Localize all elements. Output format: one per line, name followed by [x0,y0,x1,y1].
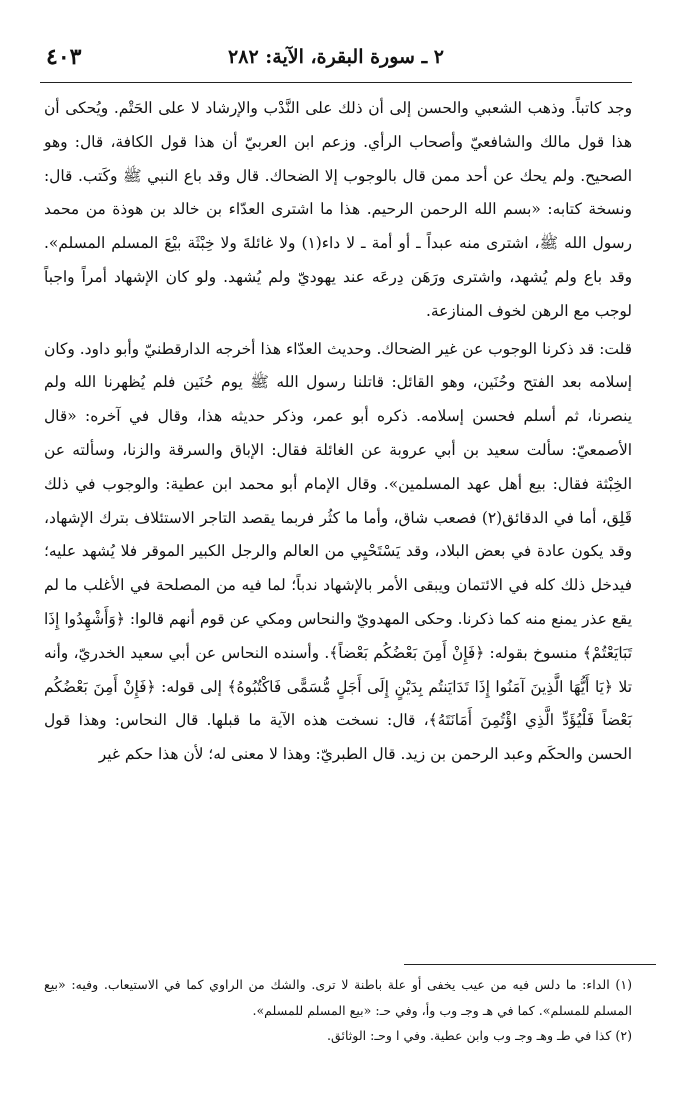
footnote-divider [404,964,656,965]
footnote-1: (١) الداء: ما دلس فيه من عيب يخفى أو علة باطنة لا ترى. والشك من الراوي كما في الاستيعاب. وفيه: «بيع المسلم للمسلم». كما في هـ وجـ وب وأ، وفي حـ: «بيع المسلم للمسلم». [44,977,632,1018]
footnote-2: (٢) كذا في طـ وهـ وجـ وب وابن عطية. وفي ا وحـ: الوثائق. [326,1028,632,1043]
paragraph-1: وجد كاتباً. وذهب الشعبي والحسن إلى أن ذلك على النَّدْب والإرشاد لا على الحَتْم. ويُحكى أن هذا قول مالك والشافعيّ وأصحاب الرأي. وزعم ابن العربيّ أن هذا قول الكافة، قال: وهو الصحيح. ولم يحك عن أحد ممن قال بالوجوب إلا الضحاك. قال وقد باع النبي ﷺ وكَتب. قال: ونسخة كتابه: «بسم الله الرحمن الرحيم. هذا ما اشترى العدّاء بن خالد بن هوذة من محمد رسول الله ﷺ، اشترى منه عبداً ـ أو أمة ـ لا داء(١) ولا غائلةَ ولا خِبْثَة بيْعَ المسلم المسلم». وقد باع ولم يُشهد، واشترى ورَهَن دِرعَه عند يهوديّ ولم يُشهد. ولو كان الإشهاد أمراً واجباً لوجب مع الرهن لخوف المنازعة. [44,99,632,320]
running-title: ٢ ـ سورة البقرة، الآية: ٢٨٢ [228,46,444,68]
page-number: ٤٠٣ [46,44,82,70]
footnotes [44,972,632,1049]
page-header [40,42,632,83]
main-text [44,92,632,772]
paragraph-2: قلت: قد ذكرنا الوجوب عن غير الضحاك. وحديث العدّاء هذا أخرجه الدارقطنيّ وأبو داود. وكان إسلامه بعد الفتح وحُنَين، وهو القائل: قاتلنا رسول الله ﷺ يوم حُنَين فلم يُظهرنا الله ولم ينصرنا، ثم أسلم فحسن إسلامه. ذكره أبو عمر، وذكر حديثه هذا، وقال في آخره: «قال الأصمعيّ: سألت سعيد بن أبي عروبة عن الغائلة فقال: الإباق والسرقة والزنا، وسألته عن الخِبْثة فقال: بيع أهل عهد المسلمين». وقال الإمام أبو محمد ابن عطية: والوجوب في ذلك قَلِق، أما في الدقائق(٢) فصعب شاق، وأما ما كثُر فربما يقصد التاجر الاستئلاف بترك الإشهاد، وقد يكون عادة في بعض البلاد، وقد يَسْتَحْيِي من العالم والرجل الكبير الموقر فلا يُشهد عليه؛ فيدخل ذلك كله في الائتمان ويبقى الأمر بالإشهاد ندباً؛ لما فيه من المصلحة في الأغلب ما لم يقع عذر يمنع منه كما ذكرنا. وحكى المهدويّ والنحاس ومكي عن قوم أنهم قالوا: ﴿وَأَشْهِدُوا إِذَا تَبَايَعْتُمْ﴾ منسوخ بقوله: ﴿فَإِنْ أَمِنَ بَعْضُكُم بَعْضاً﴾. وأسنده النحاس عن أبي سعيد الخدريّ، وأنه تلا ﴿يَا أَيُّهَا الَّذِينَ آمَنُوا إِذَا تَدَايَنتُم بِدَيْنٍ إِلَى أَجَلٍ مُّسَمًّى فَاكْتُبُوهُ﴾ إلى قوله: ﴿فَإِنْ أَمِنَ بَعْضُكُم بَعْضاً فَلْيُؤَدِّ الَّذِي اؤْتُمِنَ أَمَانَتَهُ﴾، قال: نسخت هذه الآية ما قبلها. قال النحاس: وهذا قول الحسن والحكَم وعبد الرحمن بن زيد. قال الطبريّ: وهذا لا معنى له؛ لأن هذا حكم غير [44,339,632,764]
